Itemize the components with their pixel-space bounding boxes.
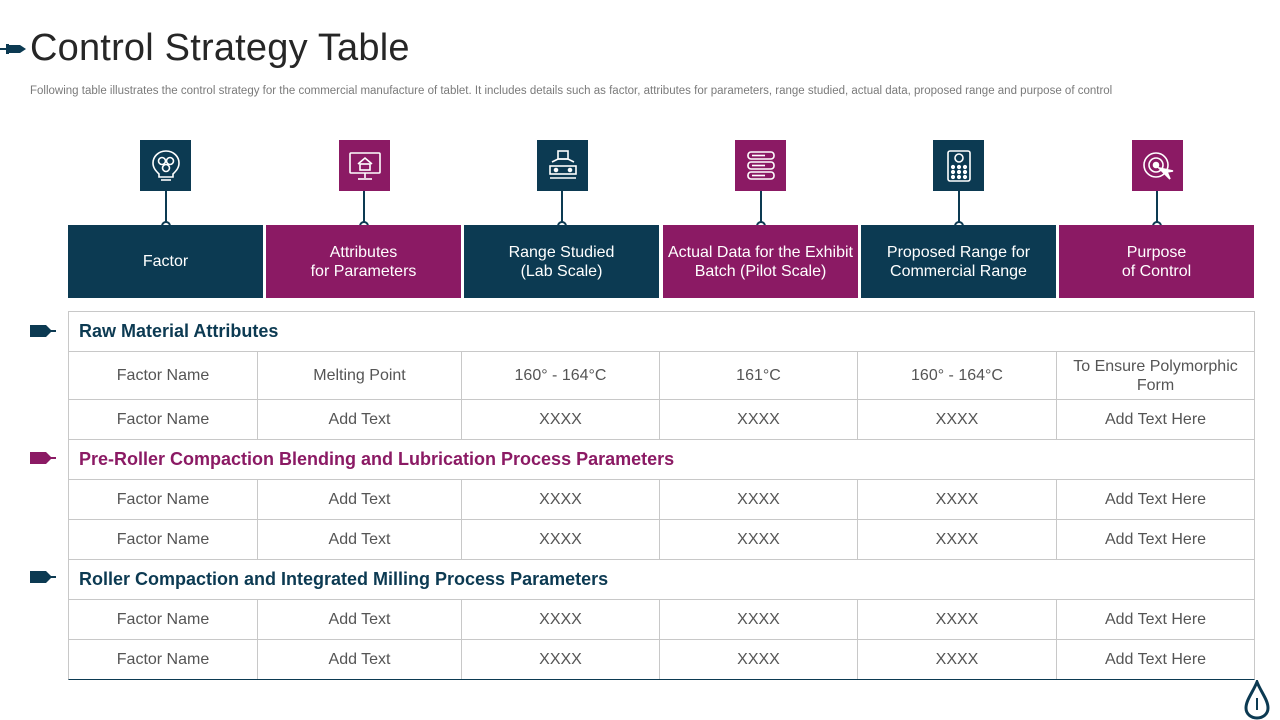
header-purpose: Purpose of Control (1059, 225, 1254, 298)
table-cell: Factor Name (69, 480, 258, 519)
header-proposed-range: Proposed Range for Commercial Range (861, 225, 1056, 298)
table-cell: 161°C (660, 352, 858, 399)
table-cell: Add Text Here (1104, 531, 1207, 548)
table-cell: XXXX (858, 400, 1057, 439)
header-factor: Factor (68, 225, 263, 298)
table-cell: 160° - 164°C (462, 352, 660, 399)
table-cell: Add Text Here (1104, 651, 1207, 668)
table-cell: XXXX (462, 640, 660, 679)
table-cell: To Ensure Polymorphic Form (1073, 357, 1238, 394)
table-cell: Melting Point (258, 352, 462, 399)
table-cell: Add Text Here (1104, 491, 1207, 508)
table-cell: XXXX (462, 600, 660, 639)
server-stack-icon (735, 140, 786, 191)
table-cell: XXXX (462, 480, 660, 519)
table-cell: XXXX (858, 600, 1057, 639)
table-cell: Add Text (258, 400, 462, 439)
section-arrow-icon (30, 325, 56, 337)
page-title: Control Strategy Table (30, 27, 410, 69)
table-cell: Add Text (258, 600, 462, 639)
section-arrow-icon (30, 571, 56, 583)
lightbulb-gears-icon (140, 140, 191, 191)
section-title: Pre-Roller Compaction Blending and Lubrication Process Parameters (69, 440, 1254, 480)
table-cell: XXXX (660, 480, 858, 519)
table-row (69, 600, 1254, 640)
header-range-studied: Range Studied (Lab Scale) (464, 225, 659, 298)
table-cell: XXXX (660, 640, 858, 679)
table-row (69, 400, 1254, 440)
table-cell: XXXX (858, 520, 1057, 559)
table-cell: Add Text Here (1104, 611, 1207, 628)
section-arrow-icon (30, 452, 56, 464)
table-row (69, 480, 1254, 520)
table-cell: XXXX (462, 520, 660, 559)
table-cell: XXXX (660, 400, 858, 439)
table-row (69, 640, 1254, 679)
connector-line (165, 191, 167, 222)
header-actual-data: Actual Data for the Exhibit Batch (Pilot Scale) (663, 225, 858, 298)
table-cell: Factor Name (69, 520, 258, 559)
factory-robot-icon (537, 140, 588, 191)
table-cell: Factor Name (69, 400, 258, 439)
connector-line (760, 191, 762, 222)
connector-line (1156, 191, 1158, 222)
table-cell: XXXX (858, 640, 1057, 679)
table-cell: Factor Name (69, 640, 258, 679)
table-cell: XXXX (858, 480, 1057, 519)
page-subtitle: Following table illustrates the control strategy for the commercial manufacture of tablet. It includes details such as factor, attributes for parameters, range studied, actual data, proposed range and purpose of control (30, 85, 1113, 97)
calculator-dollar-icon (933, 140, 984, 191)
title-pen-icon (0, 41, 30, 57)
table-row (69, 352, 1254, 400)
connector-line (958, 191, 960, 222)
connector-line (363, 191, 365, 222)
table-cell: Add Text (258, 520, 462, 559)
table-cell: XXXX (660, 520, 858, 559)
table-cell: Add Text Here (1104, 411, 1207, 428)
connector-line (561, 191, 563, 222)
droplet-logo-icon (1243, 680, 1271, 720)
table-cell: Factor Name (69, 600, 258, 639)
target-cursor-icon (1132, 140, 1183, 191)
table-cell: 160° - 164°C (858, 352, 1057, 399)
table-cell: XXXX (660, 600, 858, 639)
table-cell: Factor Name (69, 352, 258, 399)
section-title: Roller Compaction and Integrated Milling Process Parameters (69, 560, 1254, 600)
control-strategy-table (68, 311, 1255, 680)
header-attributes: Attributes for Parameters (266, 225, 461, 298)
table-cell: Add Text (258, 640, 462, 679)
section-title: Raw Material Attributes (69, 312, 1254, 352)
table-cell: XXXX (462, 400, 660, 439)
monitor-house-icon (339, 140, 390, 191)
table-cell: Add Text (258, 480, 462, 519)
table-row (69, 520, 1254, 560)
